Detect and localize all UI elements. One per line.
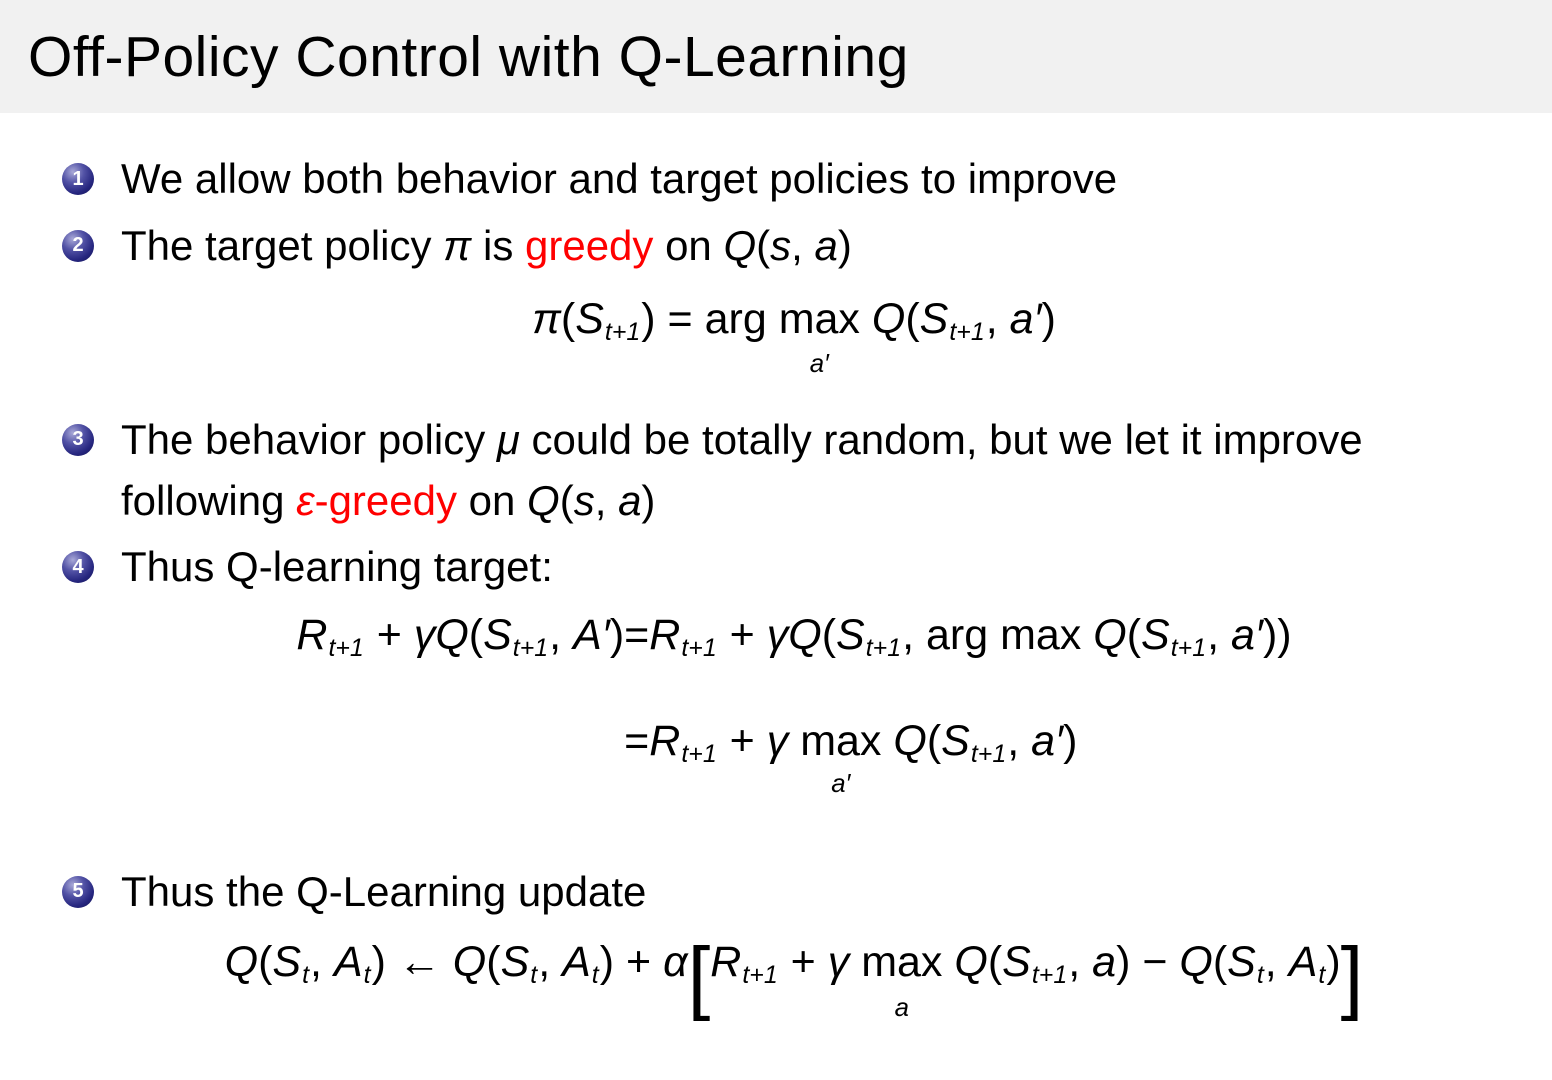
bullet-item-2 <box>62 216 1526 277</box>
bullet-item-4 <box>62 537 1526 598</box>
bullet-ball-3 <box>62 424 94 456</box>
eq-target-lhs: Rt+1 + γQ(St+1, A′) <box>296 611 625 663</box>
bullet-number-1: 1 <box>72 167 84 190</box>
underset-operator: max a′ <box>778 294 860 378</box>
bullet-number-4: 4 <box>72 555 84 578</box>
bullet-ball-1 <box>62 163 94 195</box>
bullet-ball-2 <box>62 230 94 262</box>
bullet-ball-5 <box>62 876 94 908</box>
bullet-text-4: Thus Q-learning target: <box>121 543 553 591</box>
bullet-item-5 <box>62 862 1526 923</box>
equation-qlearning-target <box>62 606 1526 827</box>
bullet-item-3 <box>62 410 1526 532</box>
eq-target-rhs-line2: =Rt+1 + γ max a′ Q(St+1, a′) <box>624 712 1291 772</box>
equation-qlearning-update: Q(St, At) ← Q(St, At) + α[Rt+1 + γ max a Q(St+1, a) − Q(St, At)] <box>224 931 1364 1023</box>
bullet-text-3: The behavior policy μ could be totally random, but we let it improve following ε-greedy on Q(s, a) <box>121 415 1363 524</box>
bullet-text-5: Thus the Q-Learning update <box>121 867 647 915</box>
slide-title-bar <box>0 0 1552 113</box>
underset-operator: max a′ <box>800 716 882 799</box>
eq-target-lhs-empty <box>296 712 624 772</box>
bullet-number-3: 3 <box>72 428 84 451</box>
bullet-number-5: 5 <box>72 880 84 903</box>
eq-target-rhs-line1: =Rt+1 + γQ(St+1, arg max Q(St+1, a′)) <box>624 611 1292 663</box>
bullet-item-1 <box>62 149 1526 210</box>
bullet-text-2: The target policy π is greedy on Q(s, a) <box>121 221 852 269</box>
equation-greedy-policy: π(St+1) = arg max a′ Q(St+1, a′) <box>62 289 1526 404</box>
slide-content <box>0 113 1552 1039</box>
bullet-text-1: We allow both behavior and target policies to improve <box>121 155 1118 202</box>
bullet-number-2: 2 <box>72 234 84 257</box>
bullet-ball-4 <box>62 551 94 583</box>
underset-operator: max a <box>861 938 943 1022</box>
slide-title: Off-Policy Control with Q-Learning <box>28 24 909 89</box>
